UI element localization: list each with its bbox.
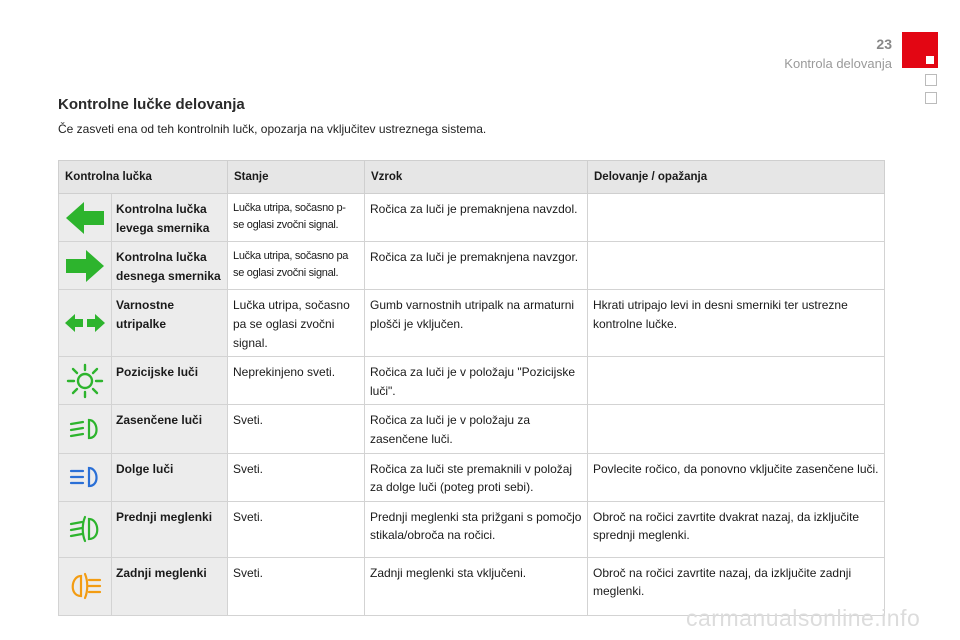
lamp-name: Zasenčene luči [112, 405, 228, 453]
lamp-name: Prednji meglenki [112, 501, 228, 557]
lamp-cause: Prednji meglenki sta prižgani s pomočjo stikala/obroča na ročici. [365, 501, 588, 557]
warning-lights-table [58, 160, 885, 616]
lamp-state: Sveti. [228, 557, 365, 615]
table-row [59, 194, 885, 242]
section-title: Kontrola delovanja [784, 56, 892, 71]
lamp-state: Lučka utripa, sočasno p- se oglasi zvočni signal. [228, 194, 365, 242]
col-header-cause: Vzrok [365, 161, 588, 194]
position-lights-icon [59, 357, 112, 405]
watermark: carmanualsonline.info [686, 605, 921, 631]
chapter-box [925, 92, 937, 104]
lamp-cause: Gumb varnostnih utripalk na armaturni plošči je vključen. [365, 290, 588, 357]
col-header-lamp: Kontrolna lučka [59, 161, 228, 194]
hazard-arrows-icon [59, 290, 112, 357]
table-row [59, 242, 885, 290]
lamp-name: Kontrolna lučka levega smernika [112, 194, 228, 242]
lamp-name: Varnostne utripalke [112, 290, 228, 357]
lamp-name: Pozicijske luči [112, 357, 228, 405]
lamp-state: Sveti. [228, 453, 365, 501]
lamp-state: Sveti. [228, 405, 365, 453]
right-arrow-icon [59, 242, 112, 290]
lamp-state: Sveti. [228, 501, 365, 557]
lamp-name: Kontrolna lučka desnega smernika [112, 242, 228, 290]
intro-text: Če zasveti ena od teh kontrolnih lučk, opozarja na vključitev ustreznega sistema. [58, 122, 487, 136]
lamp-action: Povlecite ročico, da ponovno vključite zasenčene luči. [588, 453, 885, 501]
table-row [59, 290, 885, 357]
page-title: Kontrolne lučke delovanja [58, 96, 245, 113]
lamp-action [588, 194, 885, 242]
chapter-box [925, 74, 937, 86]
main-beam-icon [59, 453, 112, 501]
lamp-name: Dolge luči [112, 453, 228, 501]
lamp-cause: Ročica za luči ste premaknili v položaj za dolge luči (poteg proti sebi). [365, 453, 588, 501]
lamp-state: Neprekinjeno sveti. [228, 357, 365, 405]
lamp-action [588, 242, 885, 290]
page-number: 23 [876, 36, 892, 52]
col-header-action: Delovanje / opažanja [588, 161, 885, 194]
lamp-state: Lučka utripa, sočasno pa se oglasi zvočni signal. [228, 242, 365, 290]
lamp-cause: Ročica za luči je v položaju za zasenčene luči. [365, 405, 588, 453]
chapter-marker [902, 32, 938, 68]
front-fog-icon [59, 501, 112, 557]
lamp-action: Obroč na ročici zavrtite dvakrat nazaj, da izključite sprednji meglenki. [588, 501, 885, 557]
lamp-cause: Ročica za luči je premaknjena navzgor. [365, 242, 588, 290]
lamp-action [588, 357, 885, 405]
lamp-name: Zadnji meglenki [112, 557, 228, 615]
lamp-state: Lučka utripa, sočasno pa se oglasi zvočni signal. [228, 290, 365, 357]
lamp-action: Hkrati utripajo levi in desni smerniki ter ustrezne kontrolne lučke. [588, 290, 885, 357]
table-row [59, 501, 885, 557]
lamp-cause: Ročica za luči je premaknjena navzdol. [365, 194, 588, 242]
left-arrow-icon [59, 194, 112, 242]
lamp-action [588, 405, 885, 453]
rear-fog-icon [59, 557, 112, 615]
col-header-state: Stanje [228, 161, 365, 194]
lamp-action: Obroč na ročici zavrtite nazaj, da izključite zadnji meglenki. [588, 557, 885, 615]
lamp-cause: Zadnji meglenki sta vključeni. [365, 557, 588, 615]
table-row [59, 405, 885, 453]
dipped-beam-icon [59, 405, 112, 453]
lamp-cause: Ročica za luči je v položaju "Pozicijske luči". [365, 357, 588, 405]
table-row [59, 453, 885, 501]
table-row [59, 357, 885, 405]
table-header-row [59, 161, 885, 194]
